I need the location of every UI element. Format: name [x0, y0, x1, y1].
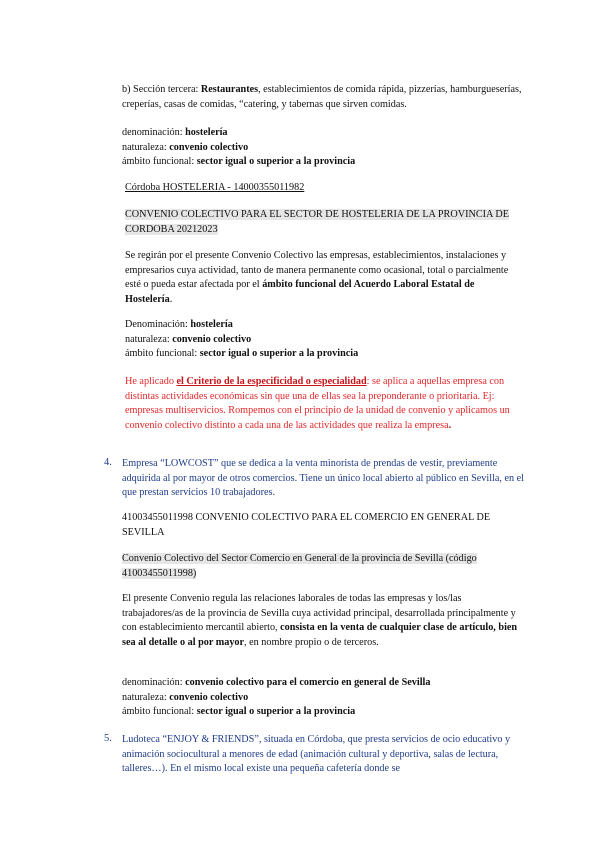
- denominacion-label: denominación:: [122, 127, 186, 138]
- sevilla-body-end: , en nombre propio o de terceros.: [244, 636, 379, 648]
- classification-block-1: [122, 126, 522, 170]
- classification-block-3: [122, 676, 522, 720]
- sevilla-title: [122, 552, 520, 581]
- sevilla-code-title: [122, 511, 520, 540]
- sevilla-title-text: Convenio Colectivo del Sector Comercio en General de la provincia de Sevilla (código 41003455011998): [122, 553, 477, 579]
- denominacion-value: convenio colectivo para el comercio en general de Sevilla: [185, 677, 431, 688]
- naturaleza-line: [122, 141, 522, 156]
- naturaleza-label: naturaleza:: [122, 141, 170, 153]
- cordoba-body-bold: ámbito funcional del Acuerdo Laboral Estatal de Hostelería: [125, 279, 475, 305]
- sevilla-body: [122, 592, 520, 650]
- item-5-statement: [122, 733, 524, 777]
- section-b-keyword: Restaurantes: [200, 84, 259, 95]
- naturaleza-value: convenio colectivo: [169, 141, 249, 153]
- criterio-note: [125, 375, 520, 433]
- naturaleza-label: naturaleza:: [125, 333, 173, 345]
- cordoba-code: [125, 181, 520, 196]
- ambito-value: sector igual o superior a la provincia: [199, 348, 359, 360]
- item-4-statement: [122, 457, 524, 501]
- ambito-line: [125, 347, 520, 362]
- cordoba-body-text: Se regirán por el presente Convenio Colectivo las empresas, establecimientos, instalaciones y empresarios cuya actividad, tanto de manera permanente como ocasional, total o parcialmente esté o pueda estar afectada por el: [125, 250, 509, 291]
- ambito-label: ámbito funcional:: [122, 156, 197, 168]
- item-5-number: 5.: [104, 733, 112, 744]
- naturaleza-line: [122, 691, 522, 706]
- section-b-paragraph: [122, 83, 522, 112]
- item-4-number: 4.: [104, 457, 112, 468]
- cordoba-title: [125, 208, 520, 237]
- denominacion-value: hostelería: [185, 127, 228, 138]
- cordoba-title-text: CONVENIO COLECTIVO PARA EL SECTOR DE HOSTELERIA DE LA PROVINCIA DE CORDOBA 20212023: [125, 209, 509, 235]
- cordoba-body-end: .: [169, 293, 173, 305]
- denominacion-label: denominación:: [122, 677, 186, 688]
- ambito-line: [122, 155, 522, 170]
- naturaleza-value: convenio colectivo: [169, 691, 249, 703]
- classification-block-2: [125, 318, 520, 362]
- denominacion-line: [122, 126, 522, 141]
- sevilla-body-bold: consista en la venta de cualquier clase de artículo, bien sea al detalle o al por mayor: [122, 622, 518, 648]
- section-b-description: , establecimientos de comida rápida, pizzerías, hamburgueserías, creperías, casas de comidas, “catering, y tabernas que sirven comidas.: [122, 84, 522, 110]
- sevilla-body-text: El presente Convenio regula las relaciones laborales de todas las empresas y los/las trabajadores/as de la provincia de Sevilla cuya actividad principal, desarrollada principalmente y con establecimiento mercantil abierto,: [122, 593, 516, 634]
- criterio-end: .: [448, 419, 452, 431]
- denominacion-value: hostelería: [190, 319, 233, 330]
- sevilla-code-title-text: 41003455011998 CONVENIO COLECTIVO PARA EL COMERCIO EN GENERAL DE SEVILLA: [122, 512, 491, 538]
- ambito-value: sector igual o superior a la provincia: [196, 156, 356, 168]
- cordoba-code-text: Córdoba HOSTELERIA - 14000355011982: [125, 182, 305, 193]
- ambito-label: ámbito funcional:: [125, 348, 200, 360]
- naturaleza-label: naturaleza:: [122, 691, 170, 703]
- naturaleza-line: [125, 333, 520, 348]
- denominacion-label: Denominación:: [125, 319, 191, 330]
- denominacion-line: [125, 318, 520, 333]
- item-4-text: Empresa “LOWCOST” que se dedica a la venta minorista de prendas de vestir, previamente adquirida al por mayor de otros comercios. Tiene un único local abierto al público en Sevilla, en el que prestan servicios 10 trabajadores.: [122, 458, 525, 499]
- cordoba-body: [125, 249, 520, 307]
- ambito-line: [122, 705, 522, 720]
- ambito-label: ámbito funcional:: [122, 706, 197, 718]
- section-b-intro: b) Sección tercera:: [122, 84, 201, 95]
- item-5-text: Ludoteca “ENJOY & FRIENDS”, situada en Córdoba, que presta servicios de ocio educativo y animación sociocultural a menores de edad (animación cultural y deportiva, salas de lectura, talleres…). En el mismo local existe una pequeña cafetería donde se: [122, 734, 511, 775]
- criterio-explanation: : se aplica a aquellas empresa con distintas actividades económicas sin que una de ellas sea la preponderante o prioritaria. Ej: empresas multiservicios. Rompemos con el principio de la unidad de convenio y aplicamos un convenio colectivo distinto a cada una de las actividades que realiza la empresa: [125, 376, 510, 431]
- denominacion-line: [122, 676, 522, 691]
- criterio-keyword: el Criterio de la especificidad o especialidad: [176, 376, 367, 387]
- naturaleza-value: convenio colectivo: [172, 333, 252, 345]
- criterio-intro: He aplicado: [125, 376, 177, 387]
- ambito-value: sector igual o superior a la provincia: [196, 706, 356, 718]
